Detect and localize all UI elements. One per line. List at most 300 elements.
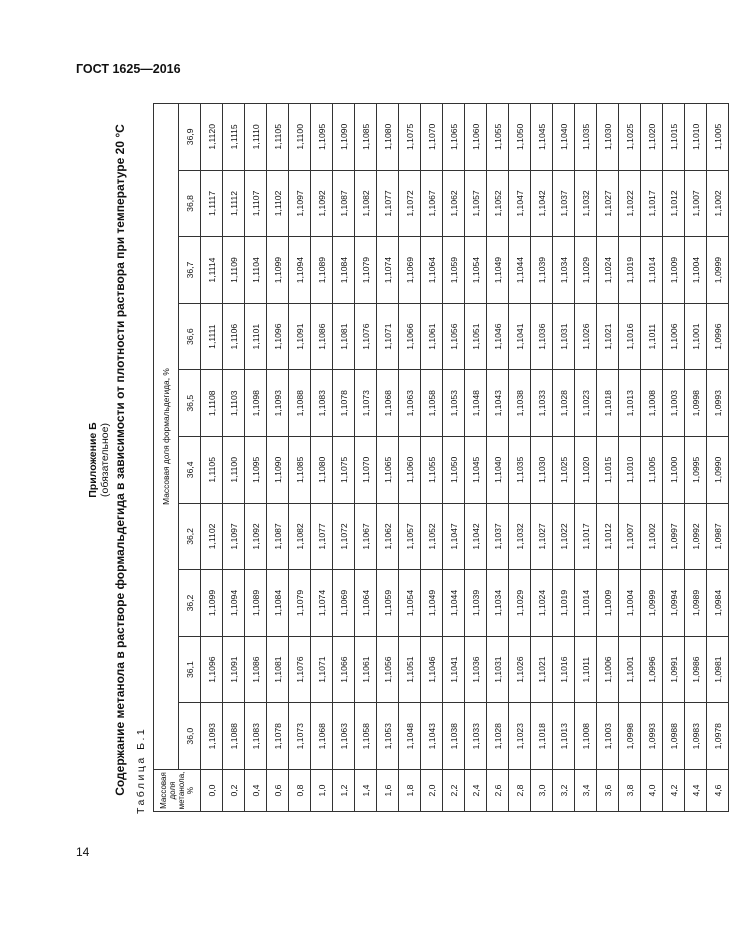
density-cell: 1,1107 [245, 170, 267, 237]
density-cell: 1,1056 [377, 636, 399, 703]
density-cell: 1,1092 [245, 503, 267, 570]
density-cell: 1,1061 [355, 636, 377, 703]
density-cell: 1,1003 [663, 370, 685, 437]
table-row [597, 104, 619, 812]
density-cell: 1,1001 [619, 636, 641, 703]
density-cell: 1,1018 [531, 703, 553, 770]
density-cell: 1,1009 [663, 237, 685, 304]
column-header: 36,6 [179, 303, 201, 370]
group-header: Массовая доля формальдегида, % [154, 104, 179, 770]
methanol-cell: 0,2 [223, 770, 245, 812]
density-cell: 1,1115 [223, 104, 245, 171]
density-cell: 1,1053 [377, 703, 399, 770]
density-cell: 1,1060 [465, 104, 487, 171]
density-cell: 1,1035 [509, 437, 531, 504]
table-row [355, 104, 377, 812]
density-cell: 1,1013 [553, 703, 575, 770]
density-cell: 1,0998 [685, 370, 707, 437]
density-cell: 1,1067 [355, 503, 377, 570]
density-cell: 1,1100 [223, 437, 245, 504]
table-row [245, 104, 267, 812]
density-cell: 1,1022 [553, 503, 575, 570]
density-cell: 1,1008 [641, 370, 663, 437]
density-cell: 1,1114 [201, 237, 223, 304]
density-cell: 1,1038 [443, 703, 465, 770]
document-header: ГОСТ 1625—2016 [76, 62, 181, 76]
density-cell: 1,1010 [685, 104, 707, 171]
density-cell: 1,1014 [575, 570, 597, 637]
methanol-cell: 4,2 [663, 770, 685, 812]
density-cell: 1,1036 [531, 303, 553, 370]
column-header: 36,1 [179, 636, 201, 703]
density-cell: 1,1042 [465, 503, 487, 570]
density-cell: 1,1091 [289, 303, 311, 370]
density-cell: 1,1077 [311, 503, 333, 570]
table-label: Таблица Б.1 [135, 726, 147, 814]
density-cell: 1,1065 [377, 437, 399, 504]
density-cell: 1,1092 [311, 170, 333, 237]
density-cell: 1,1057 [465, 170, 487, 237]
table-row [575, 104, 597, 812]
density-cell: 1,1053 [443, 370, 465, 437]
density-cell: 1,1038 [509, 370, 531, 437]
table-head [154, 104, 201, 812]
methanol-cell: 4,6 [707, 770, 729, 812]
density-cell: 1,1008 [575, 703, 597, 770]
density-cell: 1,1073 [355, 370, 377, 437]
density-cell: 1,1023 [509, 703, 531, 770]
density-cell: 1,1041 [509, 303, 531, 370]
density-cell: 1,1034 [553, 237, 575, 304]
density-cell: 1,1062 [443, 170, 465, 237]
density-cell: 1,1029 [509, 570, 531, 637]
methanol-cell: 3,6 [597, 770, 619, 812]
density-cell: 1,1046 [487, 303, 509, 370]
methanol-cell: 1,0 [311, 770, 333, 812]
table-row [267, 104, 289, 812]
density-cell: 1,1098 [245, 370, 267, 437]
column-header: 36,4 [179, 437, 201, 504]
column-header: 36,8 [179, 170, 201, 237]
density-cell: 1,1036 [465, 636, 487, 703]
density-cell: 1,1083 [245, 703, 267, 770]
page-number: 14 [76, 845, 90, 859]
column-header: 36,2 [179, 570, 201, 637]
density-cell: 1,1096 [267, 303, 289, 370]
column-header-row [179, 104, 201, 812]
density-cell: 1,1029 [575, 237, 597, 304]
density-cell: 1,1099 [267, 237, 289, 304]
density-cell: 1,1078 [333, 370, 355, 437]
methanol-cell: 4,0 [641, 770, 663, 812]
density-cell: 1,1081 [333, 303, 355, 370]
density-cell: 1,1103 [223, 370, 245, 437]
methanol-cell: 3,8 [619, 770, 641, 812]
density-cell: 1,1041 [443, 636, 465, 703]
density-cell: 1,1079 [289, 570, 311, 637]
density-cell: 1,1069 [333, 570, 355, 637]
density-cell: 1,1085 [355, 104, 377, 171]
density-cell: 1,1054 [399, 570, 421, 637]
density-cell: 1,1016 [619, 303, 641, 370]
density-cell: 1,1048 [465, 370, 487, 437]
density-cell: 1,1088 [289, 370, 311, 437]
density-cell: 1,1100 [289, 104, 311, 171]
density-cell: 1,1083 [311, 370, 333, 437]
density-cell: 1,1070 [355, 437, 377, 504]
methanol-cell: 4,4 [685, 770, 707, 812]
density-cell: 1,1004 [685, 237, 707, 304]
methanol-cell: 3,2 [553, 770, 575, 812]
density-cell: 1,1070 [421, 104, 443, 171]
density-cell: 1,1027 [597, 170, 619, 237]
density-cell: 1,1012 [597, 503, 619, 570]
density-cell: 1,1026 [575, 303, 597, 370]
table-row [443, 104, 465, 812]
density-cell: 1,1069 [399, 237, 421, 304]
density-cell: 1,1005 [641, 437, 663, 504]
appendix-subtitle: (обязательное) [99, 423, 111, 497]
density-cell: 1,0984 [707, 570, 729, 637]
density-cell: 1,0993 [707, 370, 729, 437]
density-cell: 1,1003 [597, 703, 619, 770]
density-cell: 1,1047 [509, 170, 531, 237]
column-header: 36,7 [179, 237, 201, 304]
methanol-cell: 0,4 [245, 770, 267, 812]
methanol-cell: 1,2 [333, 770, 355, 812]
density-cell: 1,1052 [421, 503, 443, 570]
density-cell: 1,1090 [333, 104, 355, 171]
density-cell: 1,1043 [487, 370, 509, 437]
density-cell: 1,1117 [201, 170, 223, 237]
density-cell: 1,1073 [289, 703, 311, 770]
density-cell: 1,0994 [663, 570, 685, 637]
density-cell: 1,0990 [707, 437, 729, 504]
table-row [553, 104, 575, 812]
density-cell: 1,1104 [245, 237, 267, 304]
density-cell: 1,1120 [201, 104, 223, 171]
methanol-cell: 3,0 [531, 770, 553, 812]
density-cell: 1,1064 [421, 237, 443, 304]
table-body [201, 104, 729, 812]
density-cell: 1,1049 [487, 237, 509, 304]
density-cell: 1,1111 [201, 303, 223, 370]
density-cell: 1,0999 [641, 570, 663, 637]
density-cell: 1,1039 [465, 570, 487, 637]
density-cell: 1,1040 [553, 104, 575, 171]
methanol-cell: 0,0 [201, 770, 223, 812]
density-cell: 1,1001 [685, 303, 707, 370]
density-cell: 1,1057 [399, 503, 421, 570]
density-cell: 1,1021 [531, 636, 553, 703]
density-cell: 1,1017 [575, 503, 597, 570]
density-cell: 1,1040 [487, 437, 509, 504]
density-cell: 1,1093 [201, 703, 223, 770]
density-cell: 1,1062 [377, 503, 399, 570]
density-cell: 1,1045 [465, 437, 487, 504]
density-cell: 1,1016 [553, 636, 575, 703]
density-cell: 1,1066 [333, 636, 355, 703]
density-cell: 1,1065 [443, 104, 465, 171]
density-cell: 1,1064 [355, 570, 377, 637]
density-cell: 1,1000 [663, 437, 685, 504]
methanol-cell: 0,8 [289, 770, 311, 812]
table-row [223, 104, 245, 812]
density-cell: 1,1074 [377, 237, 399, 304]
density-table [153, 103, 729, 812]
density-cell: 1,0981 [707, 636, 729, 703]
density-cell: 1,1050 [443, 437, 465, 504]
density-cell: 1,1032 [575, 170, 597, 237]
density-cell: 1,1084 [267, 570, 289, 637]
density-cell: 1,1059 [377, 570, 399, 637]
density-cell: 1,1102 [201, 503, 223, 570]
table-row [201, 104, 223, 812]
density-cell: 1,1080 [377, 104, 399, 171]
density-cell: 1,1002 [641, 503, 663, 570]
density-cell: 1,0995 [685, 437, 707, 504]
appendix-heading [87, 94, 111, 826]
density-cell: 1,1074 [311, 570, 333, 637]
density-cell: 1,1077 [377, 170, 399, 237]
table-row [311, 104, 333, 812]
density-cell: 1,1080 [311, 437, 333, 504]
density-cell: 1,1051 [399, 636, 421, 703]
density-cell: 1,1034 [487, 570, 509, 637]
density-cell: 1,0998 [619, 703, 641, 770]
density-cell: 1,1022 [619, 170, 641, 237]
density-cell: 1,0983 [685, 703, 707, 770]
table-caption: Содержание метанола в растворе формальдегида в зависимости от плотности раствора при температуре 20 °С [113, 124, 127, 796]
density-cell: 1,1097 [289, 170, 311, 237]
density-cell: 1,1035 [575, 104, 597, 171]
density-cell: 1,0988 [663, 703, 685, 770]
density-cell: 1,1052 [487, 170, 509, 237]
density-cell: 1,1015 [663, 104, 685, 171]
density-cell: 1,1068 [311, 703, 333, 770]
density-cell: 1,1020 [575, 437, 597, 504]
rotated-content [87, 94, 723, 826]
density-cell: 1,1055 [421, 437, 443, 504]
table-row [641, 104, 663, 812]
density-cell: 1,1086 [245, 636, 267, 703]
density-cell: 1,1048 [399, 703, 421, 770]
column-header: 36,9 [179, 104, 201, 171]
density-cell: 1,1018 [597, 370, 619, 437]
density-cell: 1,1097 [223, 503, 245, 570]
density-cell: 1,1060 [399, 437, 421, 504]
density-cell: 1,1071 [377, 303, 399, 370]
density-cell: 1,1072 [333, 503, 355, 570]
density-cell: 1,1066 [399, 303, 421, 370]
density-cell: 1,0999 [707, 237, 729, 304]
density-cell: 1,0996 [707, 303, 729, 370]
methanol-cell: 2,2 [443, 770, 465, 812]
density-cell: 1,1095 [311, 104, 333, 171]
density-cell: 1,1026 [509, 636, 531, 703]
density-cell: 1,1059 [443, 237, 465, 304]
density-cell: 1,1072 [399, 170, 421, 237]
density-cell: 1,1051 [465, 303, 487, 370]
density-cell: 1,1079 [355, 237, 377, 304]
density-cell: 1,1094 [289, 237, 311, 304]
density-cell: 1,1049 [421, 570, 443, 637]
density-cell: 1,0997 [663, 503, 685, 570]
density-cell: 1,0993 [641, 703, 663, 770]
density-cell: 1,1015 [597, 437, 619, 504]
table-row [399, 104, 421, 812]
density-cell: 1,1004 [619, 570, 641, 637]
density-cell: 1,1081 [267, 636, 289, 703]
corner-header: Массовая доля метанола, % [154, 770, 201, 812]
density-cell: 1,1044 [443, 570, 465, 637]
density-cell: 1,1039 [531, 237, 553, 304]
density-cell: 1,1002 [707, 170, 729, 237]
density-cell: 1,0989 [685, 570, 707, 637]
density-cell: 1,1106 [223, 303, 245, 370]
density-cell: 1,1082 [289, 503, 311, 570]
density-cell: 1,1005 [707, 104, 729, 171]
density-cell: 1,1025 [619, 104, 641, 171]
table-header-row [154, 104, 179, 812]
table-row [663, 104, 685, 812]
density-cell: 1,1091 [223, 636, 245, 703]
density-cell: 1,1084 [333, 237, 355, 304]
density-cell: 1,1067 [421, 170, 443, 237]
density-cell: 1,1101 [245, 303, 267, 370]
density-cell: 1,1056 [443, 303, 465, 370]
methanol-cell: 2,8 [509, 770, 531, 812]
density-cell: 1,1028 [553, 370, 575, 437]
density-cell: 1,1050 [509, 104, 531, 171]
density-cell: 1,1037 [487, 503, 509, 570]
methanol-cell: 3,4 [575, 770, 597, 812]
table-row [685, 104, 707, 812]
density-cell: 1,1110 [245, 104, 267, 171]
density-cell: 1,1058 [355, 703, 377, 770]
table-row [421, 104, 443, 812]
density-cell: 1,1019 [553, 570, 575, 637]
density-cell: 1,1006 [597, 636, 619, 703]
density-cell: 1,1082 [355, 170, 377, 237]
table-row [619, 104, 641, 812]
density-cell: 1,1085 [289, 437, 311, 504]
density-cell: 1,0987 [707, 503, 729, 570]
density-cell: 1,1027 [531, 503, 553, 570]
density-cell: 1,1055 [487, 104, 509, 171]
density-cell: 1,1075 [399, 104, 421, 171]
table-row [289, 104, 311, 812]
density-cell: 1,1096 [201, 636, 223, 703]
density-cell: 1,1023 [575, 370, 597, 437]
table-row [531, 104, 553, 812]
density-cell: 1,1094 [223, 570, 245, 637]
column-header: 36,0 [179, 703, 201, 770]
density-cell: 1,0996 [641, 636, 663, 703]
density-cell: 1,1011 [641, 303, 663, 370]
density-cell: 1,1099 [201, 570, 223, 637]
density-cell: 1,1068 [377, 370, 399, 437]
density-cell: 1,1024 [531, 570, 553, 637]
density-cell: 1,0978 [707, 703, 729, 770]
methanol-cell: 1,8 [399, 770, 421, 812]
density-cell: 1,1089 [311, 237, 333, 304]
density-cell: 1,1020 [641, 104, 663, 171]
table-row [707, 104, 729, 812]
density-cell: 1,1032 [509, 503, 531, 570]
column-header: 36,5 [179, 370, 201, 437]
density-cell: 1,1086 [311, 303, 333, 370]
density-cell: 1,1063 [399, 370, 421, 437]
density-cell: 1,1109 [223, 237, 245, 304]
density-cell: 1,1087 [333, 170, 355, 237]
density-cell: 1,1047 [443, 503, 465, 570]
density-cell: 1,1014 [641, 237, 663, 304]
density-cell: 1,1076 [289, 636, 311, 703]
density-cell: 1,1093 [267, 370, 289, 437]
density-cell: 1,1033 [465, 703, 487, 770]
density-cell: 1,1063 [333, 703, 355, 770]
density-cell: 1,1089 [245, 570, 267, 637]
density-cell: 1,1021 [597, 303, 619, 370]
density-cell: 1,1105 [267, 104, 289, 171]
density-cell: 1,1095 [245, 437, 267, 504]
density-cell: 1,1009 [597, 570, 619, 637]
density-cell: 1,1075 [333, 437, 355, 504]
density-cell: 1,1108 [201, 370, 223, 437]
methanol-cell: 2,6 [487, 770, 509, 812]
methanol-cell: 2,4 [465, 770, 487, 812]
table-row [465, 104, 487, 812]
density-cell: 1,1030 [531, 437, 553, 504]
table-row [377, 104, 399, 812]
density-cell: 1,1058 [421, 370, 443, 437]
density-cell: 1,1046 [421, 636, 443, 703]
density-cell: 1,0992 [685, 503, 707, 570]
density-cell: 1,1102 [267, 170, 289, 237]
density-cell: 1,1030 [597, 104, 619, 171]
density-cell: 1,1043 [421, 703, 443, 770]
density-cell: 1,1033 [531, 370, 553, 437]
density-cell: 1,1007 [619, 503, 641, 570]
density-cell: 1,1042 [531, 170, 553, 237]
density-cell: 1,1045 [531, 104, 553, 171]
methanol-cell: 0,6 [267, 770, 289, 812]
density-cell: 1,1007 [685, 170, 707, 237]
methanol-cell: 1,6 [377, 770, 399, 812]
table-row [487, 104, 509, 812]
density-cell: 1,1112 [223, 170, 245, 237]
density-cell: 1,1076 [355, 303, 377, 370]
density-cell: 1,1017 [641, 170, 663, 237]
density-cell: 1,1006 [663, 303, 685, 370]
density-cell: 1,1019 [619, 237, 641, 304]
density-cell: 1,1105 [201, 437, 223, 504]
column-header: 36,2 [179, 503, 201, 570]
density-cell: 1,1025 [553, 437, 575, 504]
table-row [509, 104, 531, 812]
methanol-cell: 1,4 [355, 770, 377, 812]
density-cell: 1,1013 [619, 370, 641, 437]
density-cell: 1,1071 [311, 636, 333, 703]
density-cell: 1,0991 [663, 636, 685, 703]
appendix-title: Приложение Б [87, 422, 99, 498]
density-cell: 1,1078 [267, 703, 289, 770]
density-cell: 1,1031 [487, 636, 509, 703]
density-cell: 1,1044 [509, 237, 531, 304]
density-cell: 1,1011 [575, 636, 597, 703]
density-cell: 1,1087 [267, 503, 289, 570]
